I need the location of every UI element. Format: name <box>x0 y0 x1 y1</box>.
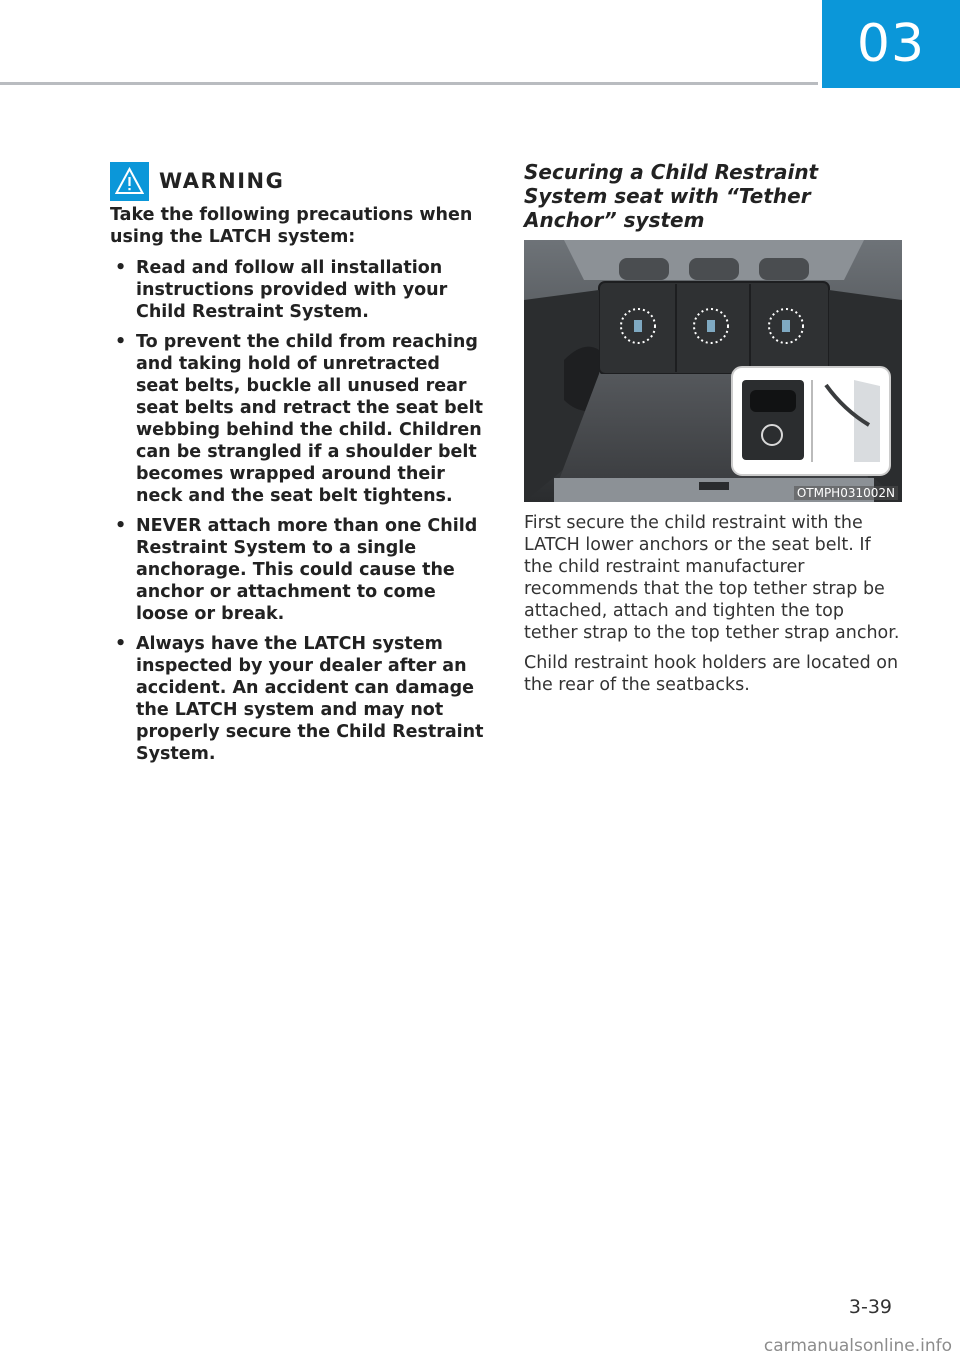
watermark: carmanualsonline.info <box>763 1336 952 1356</box>
warning-triangle-icon <box>110 162 149 201</box>
warning-list-item: • To prevent the child from reaching and taking hold of unretracted seat belts, buckle all unused rear seat belts and retract the seat belt webbing behind the child. Children can be strangled if a shoulder belt becomes wrapped around their neck and the seat belt tightens. <box>115 332 483 506</box>
header-rule <box>0 82 818 85</box>
body-paragraph: First secure the child restraint with the LATCH lower anchors or the seat belt. If the child restraint manufacturer recommends that the top tether strap be attached, attach and tighten the top tether strap to the top tether strap anchor. <box>524 513 900 643</box>
chapter-tab <box>822 0 960 88</box>
warning-item-text: Read and follow all installation instructions provided with your Child Restraint System. <box>136 258 448 322</box>
warning-item-text: Always have the LATCH system inspected by your dealer after an accident. An accident can damage the LATCH system and may not properly secure the Child Restraint System. <box>136 634 484 764</box>
warning-block <box>110 160 488 773</box>
warning-intro: Take the following precautions when using the LATCH system: <box>110 205 473 247</box>
warning-title: WARNING <box>159 169 285 193</box>
chapter-number: 03 <box>856 14 926 74</box>
tether-section <box>524 160 902 696</box>
warning-header <box>110 160 488 202</box>
warning-list <box>110 257 488 765</box>
warning-list-item: • Always have the LATCH system inspected by your dealer after an accident. An accident can damage the LATCH system and may not properly secure the Child Restraint System. <box>115 634 484 764</box>
warning-item-text: NEVER attach more than one Child Restraint System to a single anchorage. This could cause the anchor or attachment to come loose or break. <box>136 516 478 624</box>
section-heading: Securing a Child Restraint System seat with “Tether Anchor” system <box>524 160 819 232</box>
warning-item-text: To prevent the child from reaching and taking hold of unretracted seat belts, buckle all unused rear seat belts and retract the seat belt webbing behind the child. Children can be strangled if a shoulder belt becomes wrapped around their neck and the seat belt tightens. <box>136 332 483 506</box>
warning-list-item: • NEVER attach more than one Child Restraint System to a single anchorage. This could cause the anchor or attachment to come loose or break. <box>115 516 478 624</box>
cargo-area-figure <box>524 240 902 502</box>
body-paragraph: Child restraint hook holders are located on the rear of the seatbacks. <box>524 653 899 695</box>
figure-code: OTMPH031002N <box>794 486 898 500</box>
warning-list-item: • Read and follow all installation instructions provided with your Child Restraint System. <box>115 258 448 322</box>
page-number: 3-39 <box>848 1296 892 1318</box>
cargo-area-illustration <box>524 240 902 502</box>
